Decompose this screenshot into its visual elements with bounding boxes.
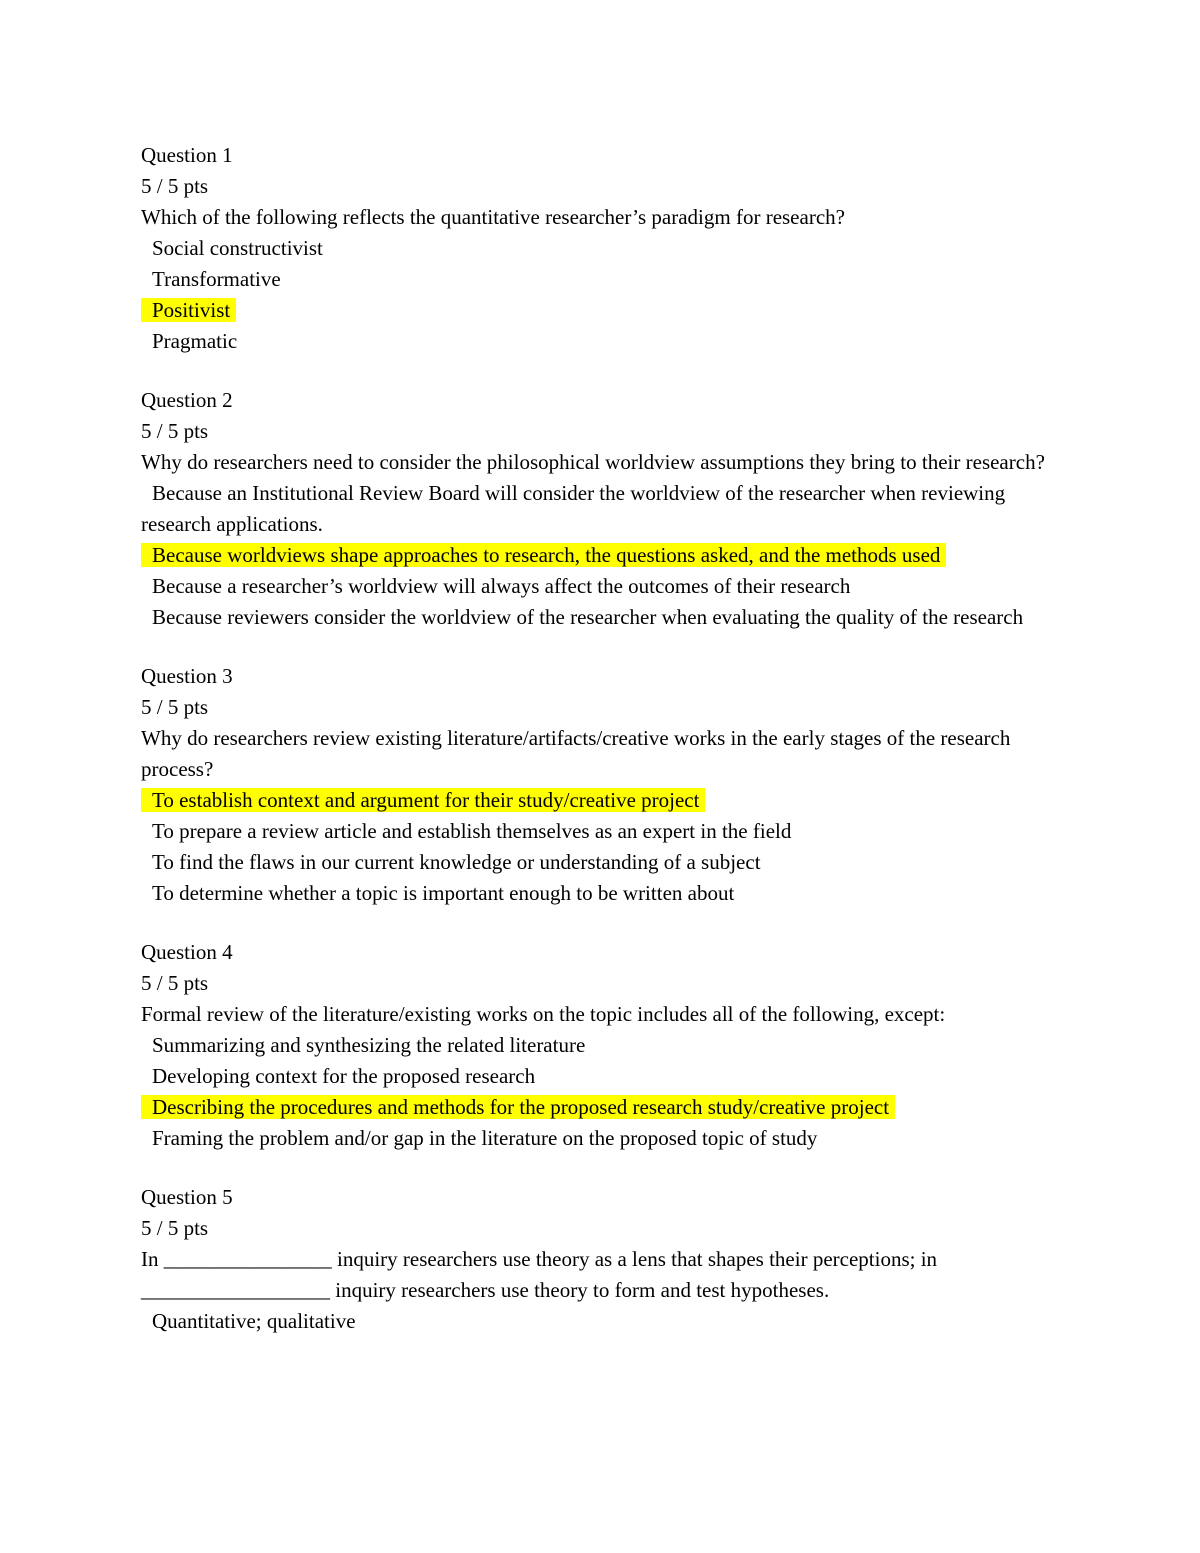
answer-option <box>141 264 1061 295</box>
answer-option-correct <box>141 540 1061 571</box>
answer-option <box>141 1030 1061 1061</box>
answer-option-correct <box>141 295 1061 326</box>
question-1 <box>141 140 1061 357</box>
answer-option-text: Positivist <box>141 298 236 322</box>
answer-option <box>141 326 1061 357</box>
answer-option <box>141 602 1061 633</box>
question-3 <box>141 661 1061 909</box>
answer-option <box>141 478 1061 540</box>
question-title: Question 4 <box>141 940 233 964</box>
answer-option-text: Developing context for the proposed research <box>152 1064 536 1088</box>
answer-option-correct <box>141 1092 1061 1123</box>
answer-option-text: To find the flaws in our current knowledge or understanding of a subject <box>152 850 761 874</box>
answer-option <box>141 1123 1061 1154</box>
question-2 <box>141 385 1061 633</box>
question-5 <box>141 1182 1061 1337</box>
question-prompt: Which of the following reflects the quantitative researcher’s paradigm for research? <box>141 205 845 229</box>
answer-option-text: Quantitative; qualitative <box>152 1309 356 1333</box>
answer-option <box>141 233 1061 264</box>
question-prompt: In ________________ inquiry researchers use theory as a lens that shapes their perceptions; in __________________ inquiry researchers use theory to form and test hypotheses. <box>141 1247 938 1302</box>
question-4 <box>141 937 1061 1154</box>
answer-option-text: Because worldviews shape approaches to research, the questions asked, and the methods used <box>141 543 946 567</box>
answer-option-text: Because an Institutional Review Board will consider the worldview of the researcher when reviewing research applications. <box>141 481 1006 536</box>
question-title: Question 3 <box>141 664 233 688</box>
answer-option-text: Pragmatic <box>152 329 238 353</box>
question-points: 5 / 5 pts <box>141 1216 209 1240</box>
question-title: Question 5 <box>141 1185 233 1209</box>
quiz-document <box>141 140 1061 1365</box>
answer-option-text: To prepare a review article and establish themselves as an expert in the field <box>152 819 792 843</box>
answer-option-text: Framing the problem and/or gap in the literature on the proposed topic of study <box>152 1126 818 1150</box>
question-prompt: Formal review of the literature/existing works on the topic includes all of the following, except: <box>141 1002 946 1026</box>
answer-option-text: Social constructivist <box>152 236 323 260</box>
question-points: 5 / 5 pts <box>141 695 209 719</box>
answer-option-text: Transformative <box>152 267 281 291</box>
answer-option <box>141 1306 1061 1337</box>
question-title: Question 2 <box>141 388 233 412</box>
answer-option <box>141 571 1061 602</box>
question-points: 5 / 5 pts <box>141 174 209 198</box>
answer-option <box>141 1061 1061 1092</box>
answer-option <box>141 816 1061 847</box>
answer-option-correct <box>141 785 1061 816</box>
answer-option-text: To determine whether a topic is important enough to be written about <box>152 881 735 905</box>
answer-option <box>141 878 1061 909</box>
answer-option-text: To establish context and argument for their study/creative project <box>141 788 705 812</box>
answer-option-text: Because reviewers consider the worldview of the researcher when evaluating the quality of the research <box>152 605 1024 629</box>
answer-option-text: Summarizing and synthesizing the related literature <box>152 1033 586 1057</box>
question-title: Question 1 <box>141 143 233 167</box>
question-prompt: Why do researchers need to consider the philosophical worldview assumptions they bring to their research? <box>141 450 1045 474</box>
question-points: 5 / 5 pts <box>141 971 209 995</box>
answer-option-text: Describing the procedures and methods for the proposed research study/creative project <box>141 1095 895 1119</box>
answer-option <box>141 847 1061 878</box>
answer-option-text: Because a researcher’s worldview will always affect the outcomes of their research <box>152 574 851 598</box>
question-prompt: Why do researchers review existing literature/artifacts/creative works in the early stages of the research process? <box>141 726 1011 781</box>
question-points: 5 / 5 pts <box>141 419 209 443</box>
